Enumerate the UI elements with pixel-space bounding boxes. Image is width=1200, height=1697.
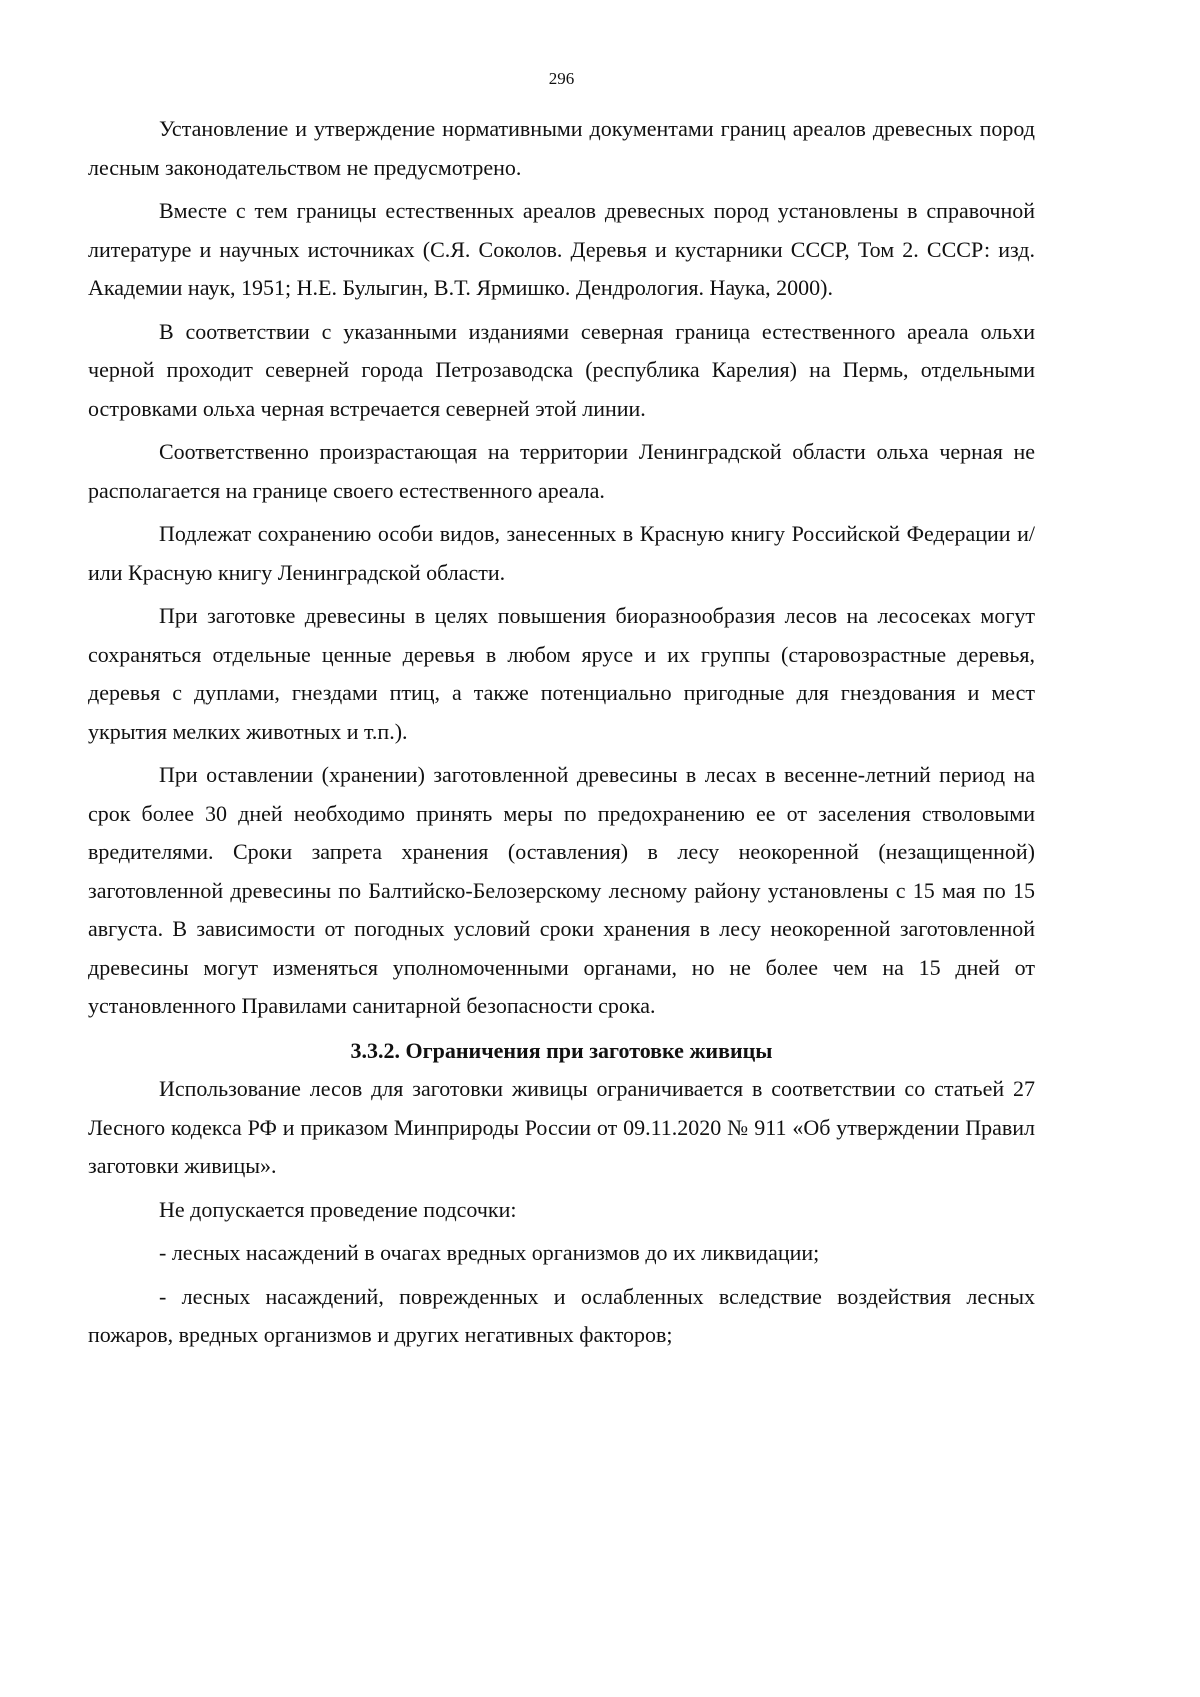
list-item-damaged-stands: - лесных насаждений, поврежденных и ослабленных вследствие воздействия лесных пожаров, вредных организмов и других негативных факторов;	[88, 1283, 1035, 1347]
section-heading: 3.3.2. Ограничения при заготовке живицы	[350, 1037, 773, 1063]
paragraph-reference-sources: Вместе с тем границы естественных ареалов древесных пород установлены в справочной литературе и научных источниках (С.Я. Соколов. Деревья и кустарники СССР, Том 2. СССР: изд. Академии наук, 1951; Н.Е. Булыгин, В.Т. Ярмишко. Дендрология. Наука, 2000).	[88, 198, 1035, 300]
paragraph-range-boundaries: Установление и утверждение нормативными документами границ ареалов древесных пород лесным законодательством не предусмотрено.	[88, 116, 1035, 180]
paragraph-biodiversity-trees: При заготовке древесины в целях повышения биоразнообразия лесов на лесосеках могут сохраняться отдельные ценные деревья в любом ярусе и их группы (старовозрастные деревья, деревья с дуплами, гнездами птиц, а также потенциально пригодные для гнездования и мест укрытия мелких животных и т.п.).	[88, 603, 1035, 744]
document-page	[88, 0, 1035, 1360]
page-number: 296	[548, 69, 575, 88]
paragraph-resin-usage: Использование лесов для заготовки живицы ограничивается в соответствии со статьей 27 Лесного кодекса РФ и приказом Минприроды России от 09.11.2020 № 911 «Об утверждении Правил заготовки живицы».	[88, 1076, 1035, 1178]
list-item-pest-foci: - лесных насаждений в очагах вредных организмов до их ликвидации;	[159, 1240, 820, 1265]
paragraph-alder-leningrad: Соответственно произрастающая на территории Ленинградской области ольха черная не располагается на границе своего естественного ареала.	[88, 439, 1035, 503]
paragraph-tapping-prohibited: Не допускается проведение подсочки:	[159, 1196, 517, 1222]
paragraph-alder-northern-boundary: В соответствии с указанными изданиями северная граница естественного ареала ольхи черной проходит северней города Петрозаводска (республика Карелия) на Пермь, отдельными островками ольха черная встречается северней этой линии.	[88, 318, 1035, 421]
paragraph-red-book-species: Подлежат сохранению особи видов, занесенных в Красную книгу Российской Федерации и/или Красную книгу Ленинградской области.	[88, 521, 1035, 585]
paragraph-timber-storage: При оставлении (хранении) заготовленной древесины в лесах в весенне-летний период на срок более 30 дней необходимо принять меры по предохранению ее от заселения стволовыми вредителями. Сроки запрета хранения (оставления) в лесу неокоренной (незащищенной) заготовленной древесины по Балтийско-Белозерскому лесному району установлены с 15 мая по 15 августа. В зависимости от погодных условий сроки хранения в лесу неокоренной заготовленной древесины могут изменяться уполномоченными органами, но не более чем на 15 дней от установленного Правилами санитарной безопасности срока.	[88, 762, 1035, 1018]
